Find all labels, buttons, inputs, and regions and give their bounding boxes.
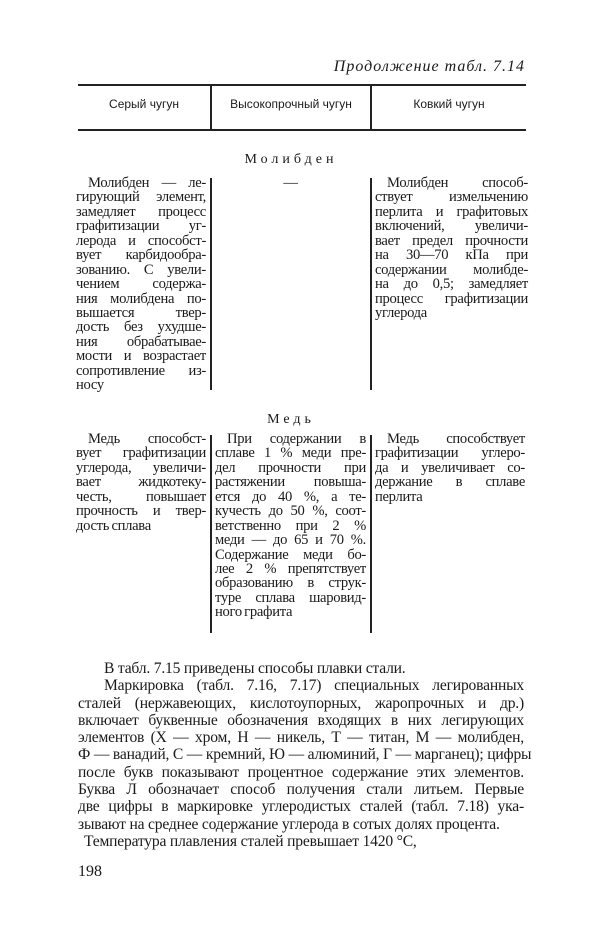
cell-text-line: меди — до 65 и 70 %.	[215, 532, 366, 549]
paragraph-line: Маркировка (табл. 7.16, 7.17) специальных легированных	[104, 677, 524, 695]
table-header-rule	[78, 129, 526, 131]
cell-text-line: на до 0,5; замедляет	[375, 276, 528, 293]
cell-text-line: ния обрабатывае-	[76, 333, 206, 350]
cell-text-line: —	[283, 175, 298, 191]
cell-text-line: дость сплава	[76, 517, 151, 534]
copper-ductile-cell	[215, 432, 366, 620]
column-divider	[370, 178, 372, 390]
paragraph-line: включает буквенные обозначения входящих в них легирующих	[78, 711, 524, 729]
body-text	[78, 660, 532, 850]
cell-text-line: углерода, увеличи-	[76, 459, 206, 476]
cell-text-line: Молибден способ-	[387, 175, 528, 191]
cell-text-line: мости и возрастает	[76, 348, 206, 365]
cell-text-line: замедляет процесс	[76, 203, 206, 220]
cell-text-line: туре сплава шаровид-	[215, 589, 366, 606]
cell-text-line: углерода	[375, 304, 427, 321]
column-divider	[370, 435, 372, 633]
cell-text-line: ного графита	[215, 604, 293, 621]
cell-text-line: гирующий элемент,	[76, 189, 206, 206]
cell-text-line: ветственно при 2 %	[215, 517, 366, 534]
cell-text-line: процесс графитизации	[375, 290, 528, 307]
cell-text-line: Медь способст-	[88, 431, 206, 447]
table-continuation-caption: Продолжение табл. 7.14	[333, 58, 525, 75]
page-number: 198	[78, 863, 102, 880]
paragraph-line: сталей (нержавеющих, кислотоупорных, жаропрочных и др.)	[78, 694, 524, 712]
cell-text-line: включений, увеличи-	[375, 218, 528, 235]
cell-text-line: вует карбидообра-	[76, 247, 206, 264]
cell-text-line: сопротивление из-	[76, 362, 206, 379]
cell-text-line: перлита и графитовых	[375, 203, 528, 220]
cell-text-line: держание в сплаве	[375, 474, 525, 491]
cell-text-line: ется до 40 %, а те-	[215, 488, 366, 505]
cell-text-line: графитизации углеро-	[375, 445, 525, 462]
paragraph-line: Ф — ванадий, С — кремний, Ю — алюминий, Г — марганец); цифры	[78, 746, 532, 764]
section-title-copper: Медь	[267, 412, 315, 427]
column-divider	[210, 178, 212, 390]
cell-text-line: графитизации уг-	[76, 218, 206, 235]
cell-text-line: кучесть до 50 %, соот-	[215, 503, 366, 520]
paragraph-line: Температура плавления сталей превышает 1420 °С,	[84, 832, 417, 850]
paragraph-line: зывают на среднее содержание углерода в сотых долях процента.	[78, 815, 500, 833]
table-top-rule	[78, 84, 526, 86]
molybdenum-malleable-cell	[375, 176, 528, 320]
column-divider	[210, 435, 212, 633]
cell-text-line: лерода и способст-	[76, 232, 206, 249]
header-malleable-cast-iron: Ковкий чугун	[413, 97, 485, 111]
cell-text-line: Содержание меди бо-	[215, 546, 366, 563]
cell-text-line: ния молибдена по-	[76, 290, 206, 307]
cell-text-line: перлита	[375, 488, 423, 505]
paragraph-line: элементов (Х — хром, Н — никель, Т — титан, М — молибден,	[78, 729, 524, 747]
cell-text-line: ствует измельчению	[375, 189, 528, 206]
cell-text-line: носу	[76, 377, 104, 394]
cell-text-line: чением содержа-	[76, 276, 206, 293]
paragraph-line: В табл. 7.15 приведены способы плавки стали.	[104, 660, 406, 677]
cell-text-line: вает жидкотеку-	[76, 474, 206, 491]
cell-text-line: дость без ухудше-	[76, 319, 206, 336]
cell-text-line: вышается твер-	[76, 304, 206, 321]
cell-text-line: вует графитизации	[76, 445, 206, 462]
molybdenum-ductile-cell	[215, 176, 366, 190]
header-ductile-cast-iron: Высокопрочный чугун	[230, 97, 352, 111]
copper-malleable-cell	[375, 432, 525, 504]
cell-text-line: При содержании в	[227, 431, 366, 447]
cell-text-line: сплаве 1 % меди пре-	[215, 445, 366, 462]
cell-text-line: зованию. С увели-	[76, 261, 206, 278]
cell-text-line: да и увеличивает со-	[375, 459, 525, 476]
copper-gray-cell	[76, 432, 206, 533]
header-gray-cast-iron: Серый чугун	[109, 97, 179, 111]
molybdenum-gray-cell	[76, 176, 206, 393]
cell-text-line: Молибден — ле-	[88, 175, 206, 191]
cell-text-line: честь, повышает	[76, 488, 206, 505]
cell-text-line: дел прочности при	[215, 459, 366, 476]
cell-text-line: на 30—70 кПа при	[375, 247, 528, 264]
paragraph-line: после букв показывают процентное содержание этих элементов.	[78, 763, 524, 781]
cell-text-line: содержании молибде-	[375, 261, 528, 278]
cell-text-line: лее 2 % препятствует	[215, 560, 366, 577]
section-title-molybdenum: Молибден	[244, 152, 338, 167]
cell-text-line: прочность и твер-	[76, 503, 206, 520]
paragraph-line: две цифры в маркировке углеродистых сталей (табл. 7.18) ука-	[78, 798, 524, 816]
cell-text-line: вает предел прочности	[375, 232, 528, 249]
cell-text-line: образованию в струк-	[215, 575, 366, 592]
cell-text-line: Медь способствует	[387, 431, 525, 447]
cell-text-line: растяжении повыша-	[215, 474, 366, 491]
paragraph-line: Буква Л обозначает способ получения стали литьем. Первые	[78, 781, 524, 799]
